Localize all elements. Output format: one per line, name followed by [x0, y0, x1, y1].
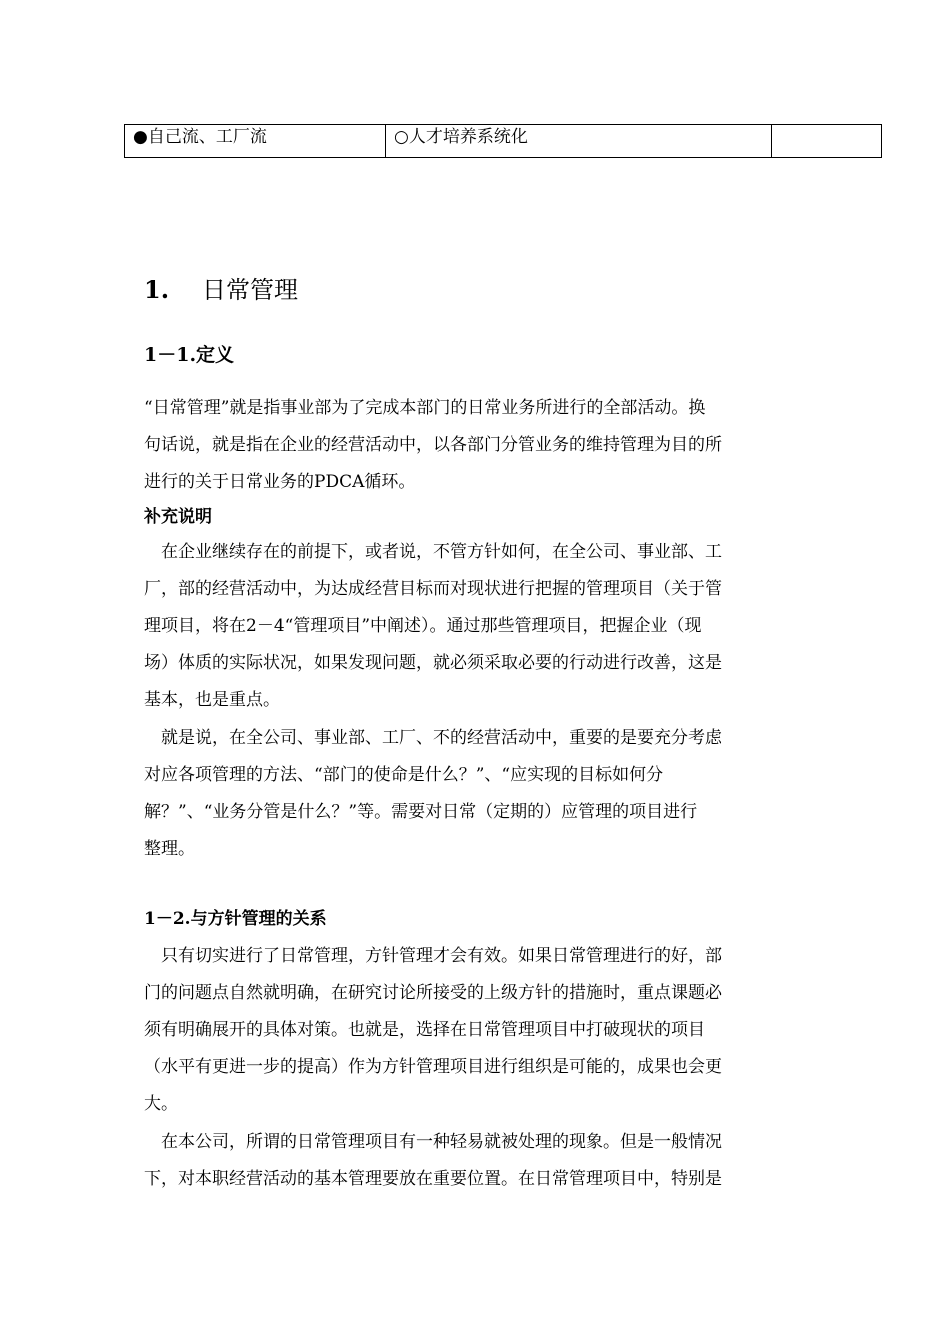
text-line: 就是说，在全公司、事业部、工厂、不的经营活动中，重要的是要充分考虑 [144, 728, 722, 748]
text-line: 句话说，就是指在企业的经营活动中，以各部门分管业务的维持管理为目的所 [144, 435, 722, 455]
text-line: 整理。 [144, 839, 195, 859]
text-line: 只有切实进行了日常管理，方针管理才会有效。如果日常管理进行的好，部 [144, 946, 722, 966]
text-line: 基本，也是重点。 [144, 690, 280, 710]
relation-paragraph-2 [144, 1124, 808, 1198]
section-number: 1. [144, 275, 170, 304]
summary-table [124, 124, 882, 158]
text-line: 下，对本职经营活动的基本管理要放在重要位置。在日常管理项目中，特别是 [144, 1169, 722, 1189]
supplement-heading: 补充说明 [144, 507, 212, 527]
text-line: 须有明确展开的具体对策。也就是，选择在日常管理项目中打破现状的项目 [144, 1020, 705, 1040]
text-line: 理项目，将在2－4“管理项目”中阐述）。通过那些管理项目，把握企业（现 [144, 616, 702, 636]
section-title: 日常管理 [202, 276, 298, 304]
text-line: （水平有更进一步的提高）作为方针管理项目进行组织是可能的，成果也会更 [144, 1057, 722, 1077]
text-line: 大。 [144, 1094, 178, 1114]
text-line: 场）体质的实际状况，如果发现问题，就必须采取必要的行动进行改善，这是 [144, 653, 722, 673]
table-cell: ○人才培养系统化 [386, 125, 772, 158]
text-line: 厂，部的经营活动中，为达成经营目标而对现状进行把握的管理项目（关于管 [144, 579, 722, 599]
text-line: 对应各项管理的方法、“部门的使命是什么？”、“应实现的目标如何分 [144, 765, 664, 785]
supplement-paragraph-1 [144, 534, 808, 719]
subsection-heading-relation: 1－2.与方针管理的关系 [144, 909, 327, 929]
table-row [125, 125, 882, 158]
table-cell: ●自己流、工厂流 [125, 125, 386, 158]
table-cell [772, 125, 882, 158]
text-line: 进行的关于日常业务的PDCA循环。 [144, 472, 416, 492]
section-heading [144, 274, 298, 306]
relation-paragraph-1 [144, 938, 808, 1123]
text-line: 在本公司，所谓的日常管理项目有一种轻易就被处理的现象。但是一般情况 [144, 1132, 722, 1152]
text-line: 门的问题点自然就明确，在研究讨论所接受的上级方针的措施时，重点课题必 [144, 983, 722, 1003]
text-line: “日常管理”就是指事业部为了完成本部门的日常业务所进行的全部活动。换 [144, 398, 706, 418]
text-line: 在企业继续存在的前提下，或者说，不管方针如何，在全公司、事业部、工 [144, 542, 722, 562]
definition-paragraph [144, 390, 808, 501]
subsection-heading-definition: 1－1.定义 [144, 344, 235, 366]
text-line: 解？”、“业务分管是什么？”等。需要对日常（定期的）应管理的项目进行 [144, 802, 698, 822]
supplement-paragraph-2 [144, 720, 808, 868]
